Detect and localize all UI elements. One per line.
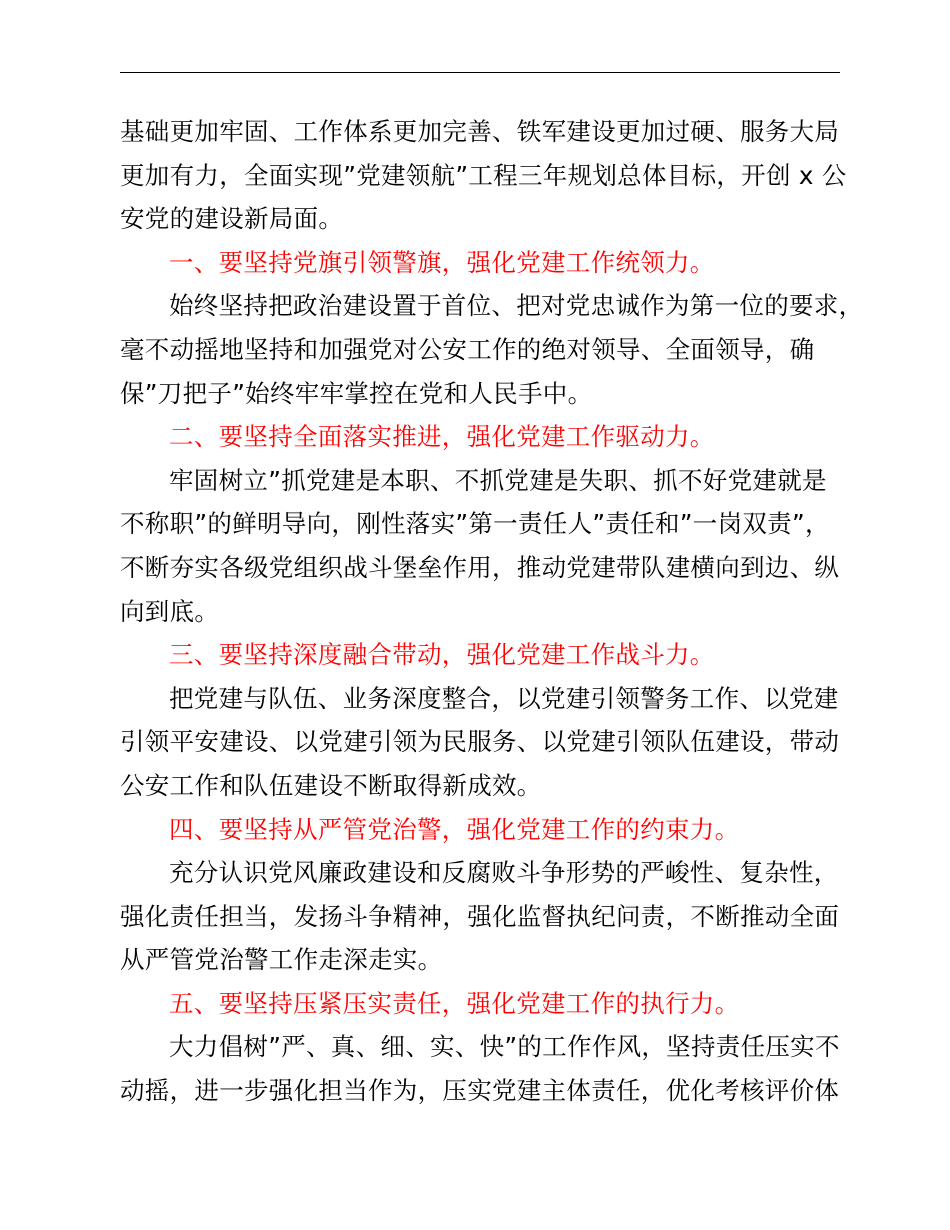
document-body: [120, 110, 864, 1113]
body-line: 引领平安建设、以党建引领为民服务、以党建引领队伍建设，带动: [120, 727, 840, 757]
section-heading-1: 一、要坚持党旗引领警旗，强化党建工作统领力。: [169, 247, 715, 277]
section-heading-2: 二、要坚持全面落实推进，强化党建工作驱动力。: [169, 422, 715, 452]
body-line: 基础更加牢固、工作体系更加完善、铁军建设更加过硬、服务大局: [120, 117, 840, 146]
section-heading-4: 四、要坚持从严管党治警，强化党建工作的约束力。: [169, 814, 740, 844]
body-line: 不断夯实各级党组织战斗堡垒作用，推动党建带队建横向到边、纵: [120, 552, 840, 582]
section-heading-3: 三、要坚持深度融合带动，强化党建工作战斗力。: [169, 640, 715, 670]
body-line: 把党建与队伍、业务深度整合，以党建引领警务工作、以党建: [169, 683, 839, 713]
body-line: 充分认识党风廉政建设和反腐败斗争形势的严峻性、复杂性，: [169, 858, 839, 888]
section-heading-5: 五、要坚持压紧压实责任，强化党建工作的执行力。: [169, 988, 740, 1018]
body-line: 安党的建设新局面。: [120, 204, 344, 234]
body-line: 强化责任担当，发扬斗争精神，强化监督执纪问责，不断推动全面: [120, 901, 840, 931]
body-line: 动摇，进一步强化担当作为，压实党建主体责任，优化考核评价体: [120, 1076, 840, 1106]
body-line: 牢固树立”抓党建是本职、不抓党建是失职、抓不好党建就是: [169, 465, 827, 495]
body-line: 公安工作和队伍建设不断取得新成效。: [120, 770, 542, 800]
body-line: 不称职”的鲜明导向，刚性落实”第一责任人”责任和”一岗双责”，: [120, 509, 830, 539]
body-line: 向到底。: [120, 596, 220, 626]
body-line: 更加有力，全面实现”党建领航”工程三年规划总体目标，开创 x 公: [120, 160, 847, 190]
body-line: 毫不动摇地坚持和加强党对公安工作的绝对领导、全面领导，确: [120, 334, 815, 364]
body-line: 从严管党治警工作走深走实。: [120, 945, 443, 975]
body-line: 保”刀把子”始终牢牢掌控在党和人民手中。: [120, 378, 593, 408]
header-rule: [120, 72, 840, 73]
body-line: 始终坚持把政治建设置于首位、把对党忠诚作为第一位的要求，: [169, 291, 864, 321]
body-line: 大力倡树”严、真、细、实、快”的工作作风，坚持责任压实不: [169, 1032, 840, 1062]
